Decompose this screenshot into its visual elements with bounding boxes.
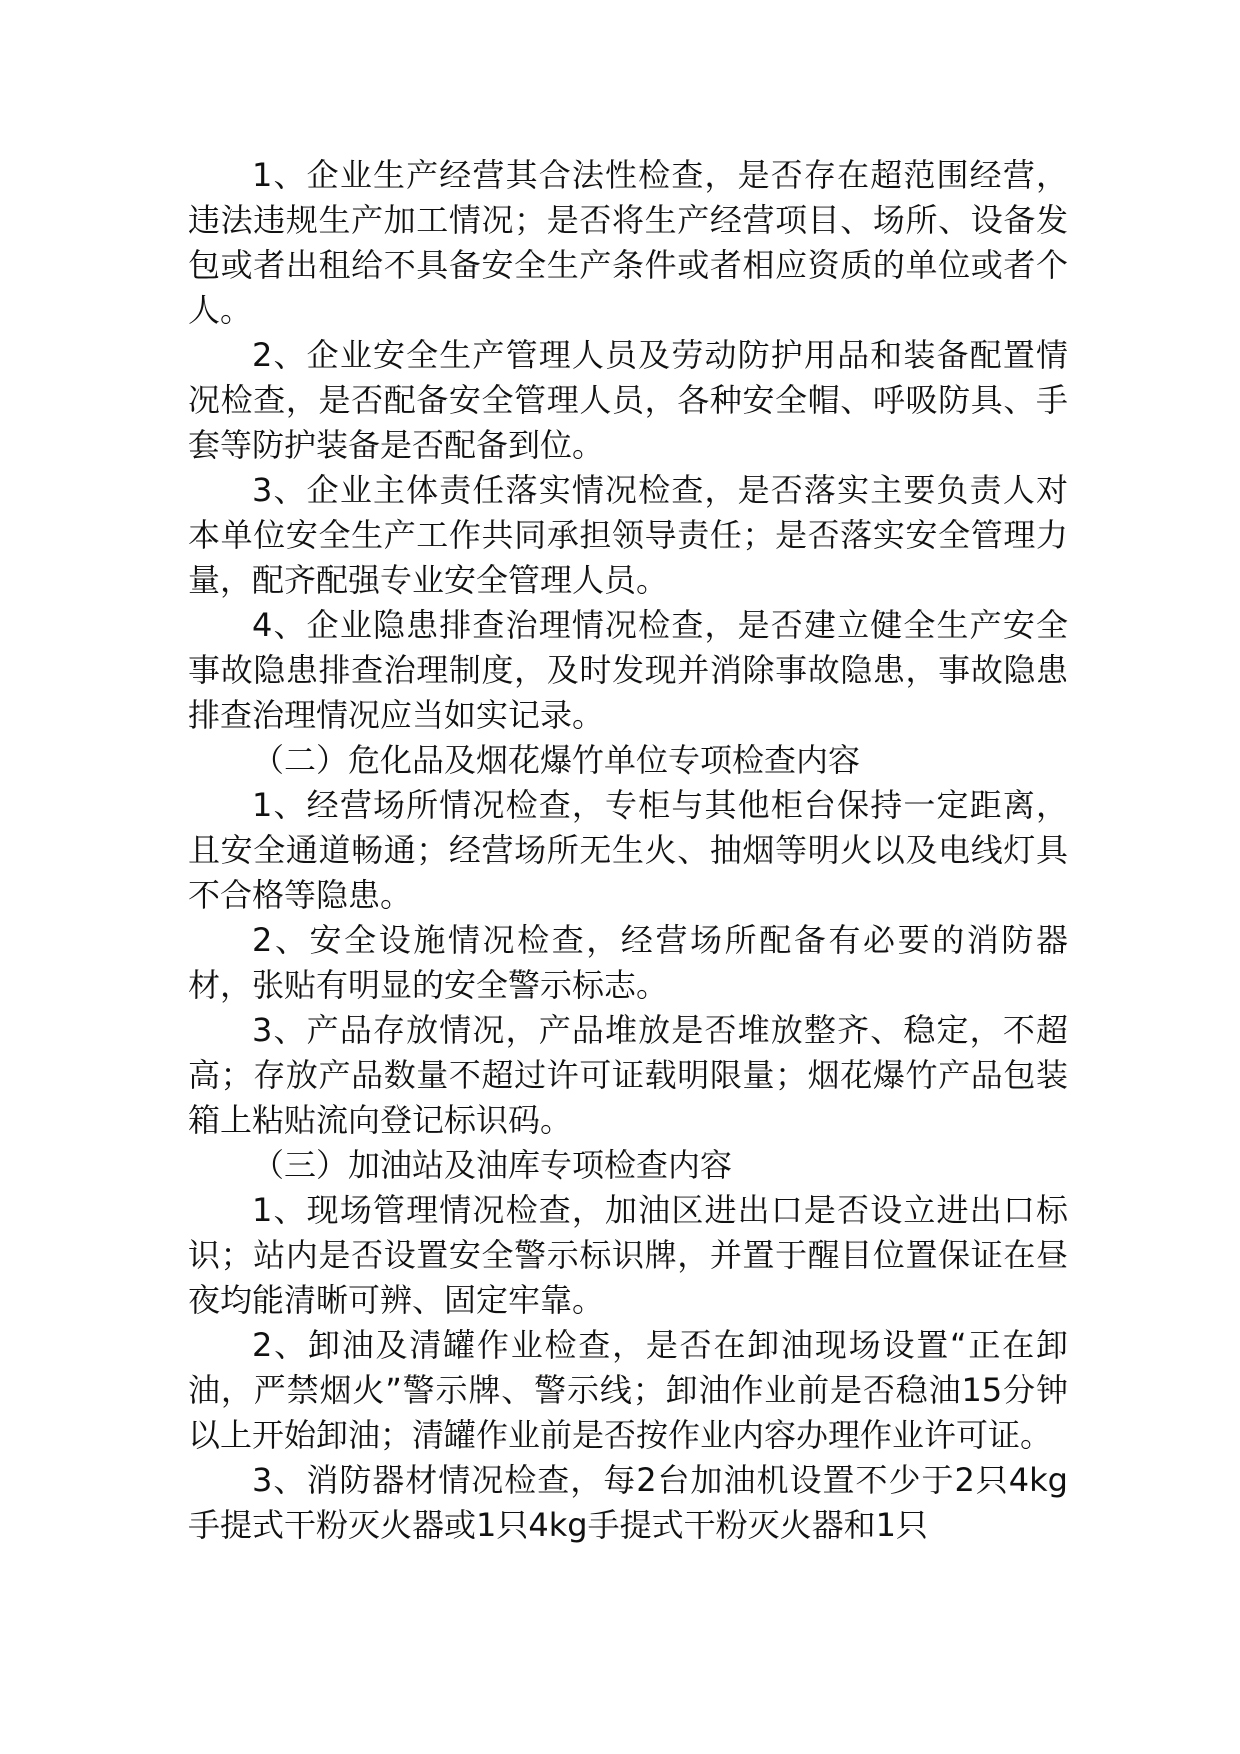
paragraph-safety-facilities-check: 2、安全设施情况检查，经营场所配备有必要的消防器材，张贴有明显的安全警示标志。 [188,921,1068,1004]
document-body [188,153,1068,1548]
paragraph-hazard-check: 4、企业隐患排查治理情况检查，是否建立健全生产安全事故隐患排查治理制度，及时发现并消除事故隐患，事故隐患排查治理情况应当如实记录。 [188,606,1068,734]
paragraph-legality-check: 1、企业生产经营其合法性检查，是否存在超范围经营，违法违规生产加工情况；是否将生产经营项目、场所、设备发包或者出租给不具备安全生产条件或者相应资质的单位或者个人。 [188,156,1068,329]
paragraph-unloading-cleaning-check: 2、卸油及清罐作业检查，是否在卸油现场设置“正在卸油，严禁烟火”警示牌、警示线；卸油作业前是否稳油15分钟以上开始卸油；清罐作业前是否按作业内容办理作业许可证。 [188,1326,1068,1454]
paragraph-product-storage-check: 3、产品存放情况，产品堆放是否堆放整齐、稳定，不超高；存放产品数量不超过许可证载明限量；烟花爆竹产品包装箱上粘贴流向登记标识码。 [188,1011,1068,1139]
section-heading-gas-stations: （三）加油站及油库专项检查内容 [252,1146,733,1184]
paragraph-personnel-equipment-check: 2、企业安全生产管理人员及劳动防护用品和装备配置情况检查，是否配备安全管理人员，各种安全帽、呼吸防具、手套等防护装备是否配备到位。 [188,336,1068,464]
paragraph-fire-equipment-check: 3、消防器材情况检查，每2台加油机设置不少于2只4kg手提式干粉灭火器或1只4kg手提式干粉灭火器和1只 [188,1461,1068,1544]
paragraph-site-management-check: 1、现场管理情况检查，加油区进出口是否设立进出口标识；站内是否设置安全警示标识牌，并置于醒目位置保证在昼夜均能清晰可辨、固定牢靠。 [188,1191,1068,1319]
paragraph-responsibility-check: 3、企业主体责任落实情况检查，是否落实主要负责人对本单位安全生产工作共同承担领导责任；是否落实安全管理力量，配齐配强专业安全管理人员。 [188,471,1068,599]
paragraph-premises-check: 1、经营场所情况检查，专柜与其他柜台保持一定距离，且安全通道畅通；经营场所无生火、抽烟等明火以及电线灯具不合格等隐患。 [188,786,1068,914]
section-heading-hazardous-chemicals: （二）危化品及烟花爆竹单位专项检查内容 [252,741,861,779]
